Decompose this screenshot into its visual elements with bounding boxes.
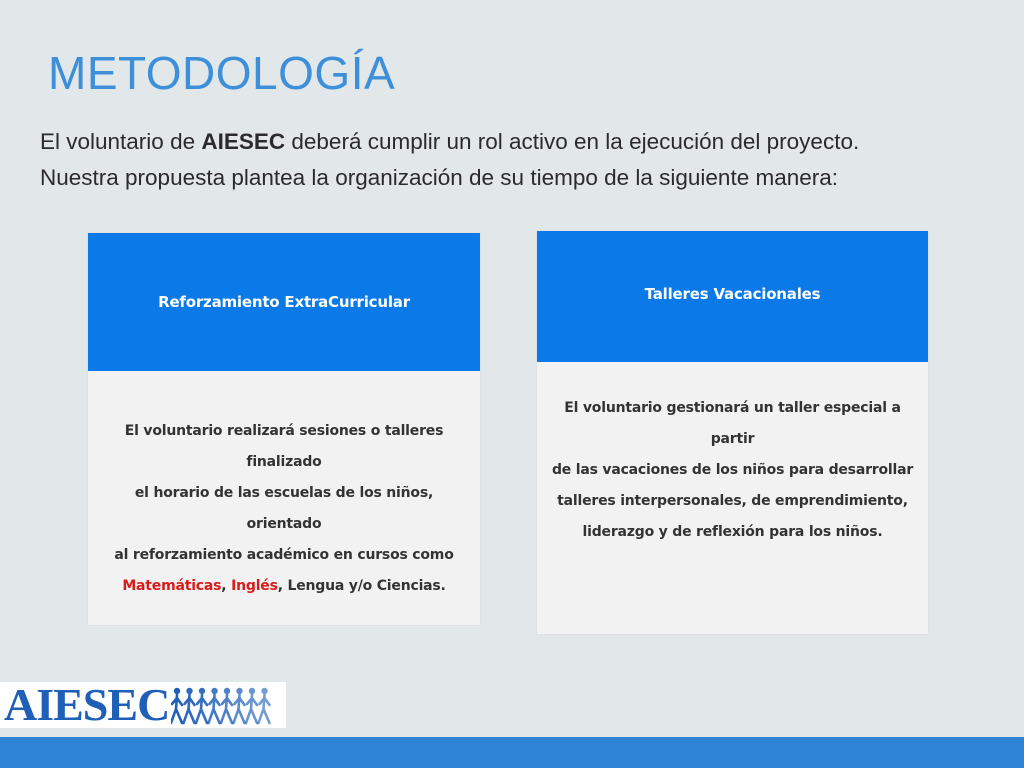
card-body-line: de las vacaciones de los niños para desarrollar [551, 461, 914, 478]
aiesec-logo [0, 679, 286, 730]
card-body [537, 362, 928, 634]
bottom-bar [0, 737, 1024, 768]
card-body-line: El voluntario gestionará un taller especial a partir [564, 399, 901, 447]
card-body [88, 371, 480, 625]
card-talleres [537, 231, 928, 634]
highlight-subject: Matemáticas [122, 578, 222, 594]
card-body-line: al reforzamiento académico en cursos como [114, 547, 454, 563]
card-body-line-end: , Lengua y/o Ciencias. [277, 578, 446, 594]
intro-text [40, 124, 1000, 196]
intro-line-2: Nuestra propuesta plantea la organización de su tiempo de la siguiente manera: [40, 165, 839, 190]
walking-people-icon [171, 683, 275, 727]
card-body-line: El voluntario realizará sesiones o talleres finalizado [124, 423, 444, 470]
card-body-line: liderazgo y de reflexión para los niños. [582, 523, 883, 540]
logo-text: AIESEC [4, 679, 170, 730]
intro-line-1-start: El voluntario de [40, 129, 202, 154]
intro-line-1-end: deberá cumplir un rol activo en la ejecución del proyecto. [285, 129, 860, 154]
slide-title: METODOLOGÍA [48, 47, 396, 99]
highlight-subject: Inglés [231, 578, 278, 594]
intro-line-1 [40, 124, 1000, 160]
card-header: Talleres Vacacionales [537, 231, 928, 362]
intro-brand-name: AIESEC [201, 129, 286, 154]
card-body-line: el horario de las escuelas de los niños, orientado [134, 485, 434, 532]
card-reforzamiento [88, 233, 480, 625]
card-body-line: talleres interpersonales, de emprendimiento, [557, 492, 908, 509]
separator-text: , [221, 578, 232, 594]
card-header: Reforzamiento ExtraCurricular [88, 233, 480, 371]
